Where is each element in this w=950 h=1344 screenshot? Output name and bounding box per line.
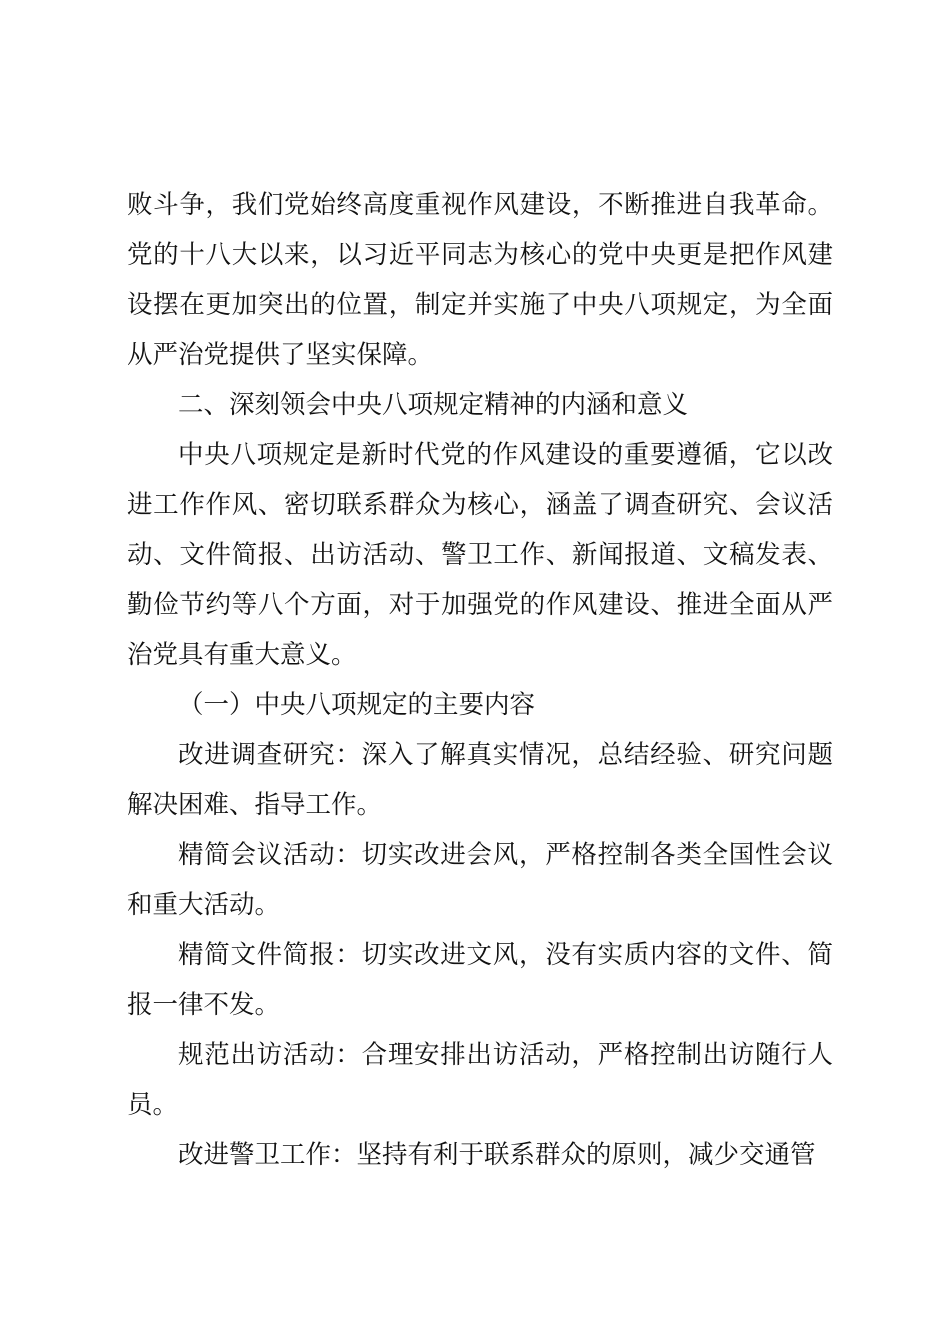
rule-item-security: 改进警卫工作：坚持有利于联系群众的原则，减少交通管	[178, 1140, 816, 1170]
rule-item-visits: 规范出访活动：合理安排出访活动，严格控制出访随行人员。	[127, 1040, 833, 1120]
rule-item-documents: 精简文件简报：切实改进文风，没有实质内容的文件、简报一律不发。	[127, 940, 833, 1020]
section-heading: 二、深刻领会中央八项规定精神的内涵和意义	[178, 390, 689, 420]
paragraph-intro: 中央八项规定是新时代党的作风建设的重要遵循，它以改进工作作风、密切联系群众为核心，涵盖了调查研究、会议活动、文件简报、出访活动、警卫工作、新闻报道、文稿发表、勤俭节约等八个方面，对于加强党的作风建设、推进全面从严治党具有重大意义。	[127, 440, 833, 670]
rule-item-meetings: 精简会议活动：切实改进会风，严格控制各类全国性会议和重大活动。	[127, 840, 833, 920]
rule-item-research: 改进调查研究：深入了解真实情况，总结经验、研究问题解决困难、指导工作。	[127, 740, 833, 820]
subsection-heading: （一）中央八项规定的主要内容	[178, 690, 536, 720]
paragraph-continuation: 败斗争，我们党始终高度重视作风建设，不断推进自我革命。党的十八大以来，以习近平同志为核心的党中央更是把作风建设摆在更加突出的位置，制定并实施了中央八项规定，为全面从严治党提供了坚实保障。	[127, 190, 833, 370]
document-body	[127, 180, 833, 1180]
